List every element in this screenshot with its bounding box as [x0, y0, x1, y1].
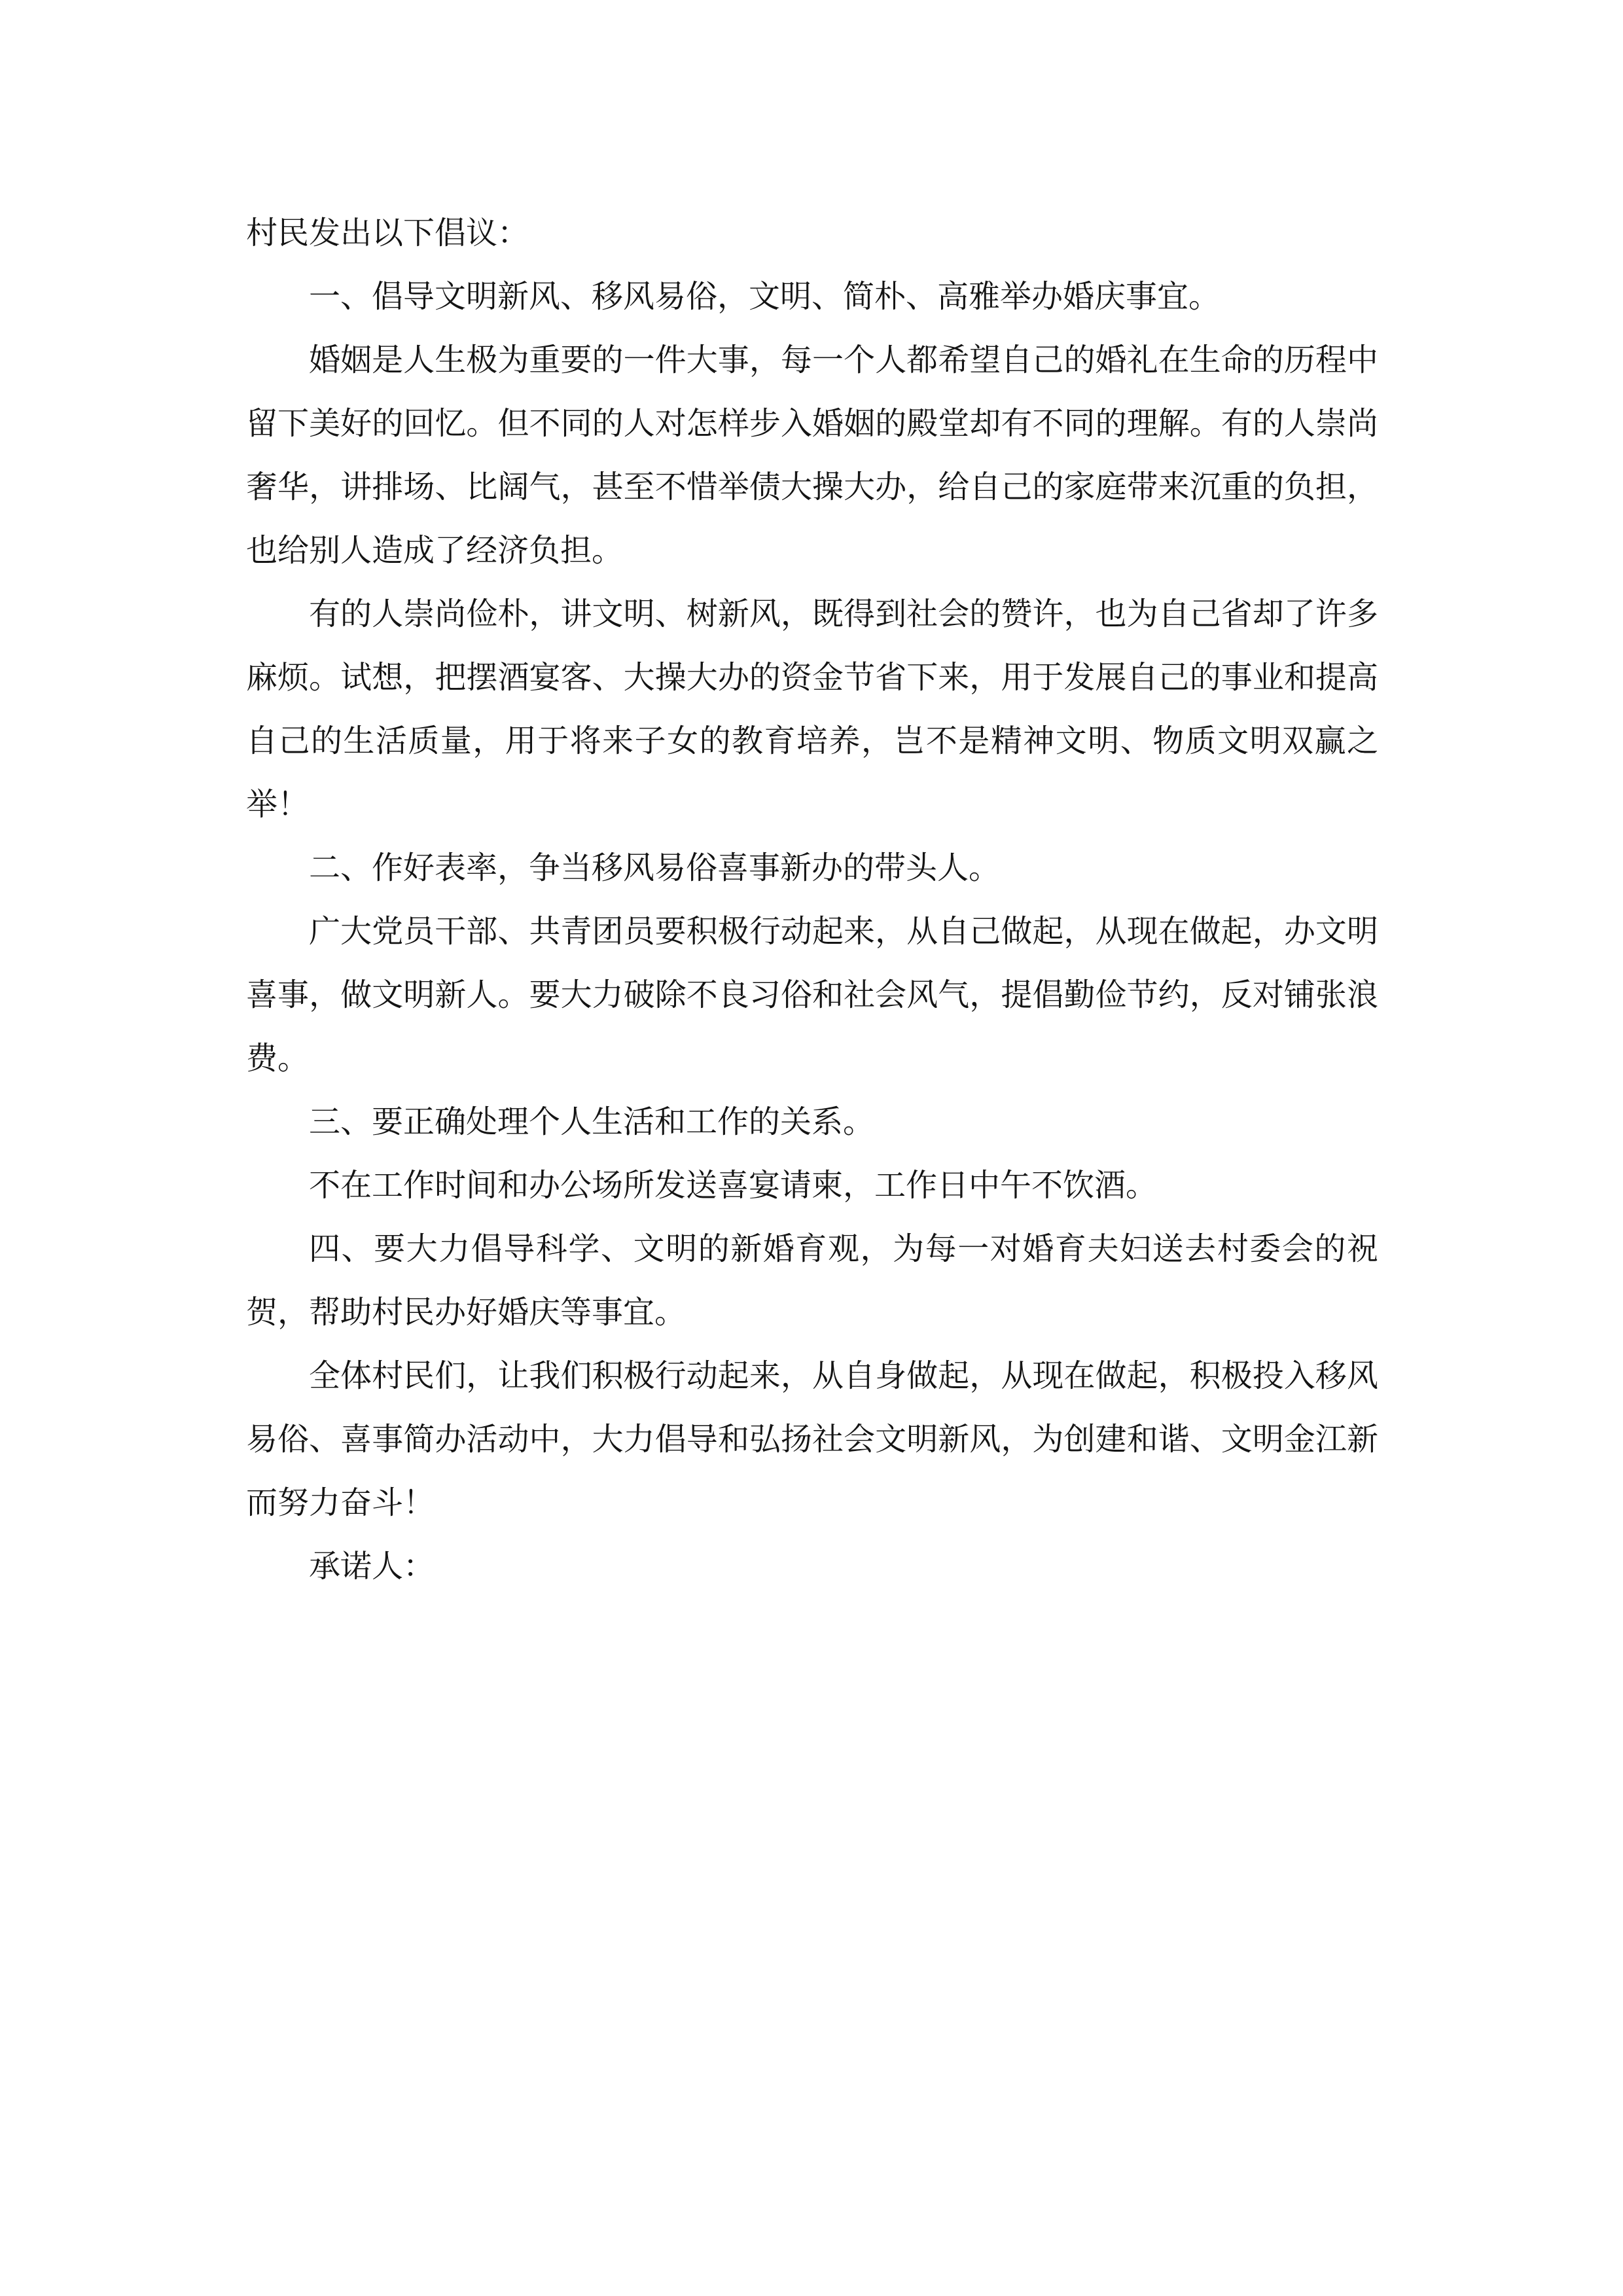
paragraph-call-to-action: 全体村民们，让我们积极行动起来，从自身做起，从现在做起，积极投入移风易俗、喜事简办活动中，大力倡导和弘扬社会文明新风，为创建和谐、文明金江新而努力奋斗！ [246, 1357, 1378, 1521]
paragraph-section-two-heading: 二、作好表率，争当移风易俗喜事新办的带头人。 [309, 850, 1001, 886]
paragraph-party-members: 广大党员干部、共青团员要积极行动起来，从自己做起，从现在做起，办文明喜事，做文明新人。要大力破除不良习俗和社会风气，提倡勤俭节约，反对铺张浪费。 [246, 913, 1378, 1077]
paragraph-section-four: 四、要大力倡导科学、文明的新婚育观，为每一对婚育夫妇送去村委会的祝贺，帮助村民办好婚庆等事宜。 [246, 1230, 1378, 1331]
paragraph-section-three-heading: 三、要正确处理个人生活和工作的关系。 [309, 1103, 875, 1140]
paragraph-section-one-heading: 一、倡导文明新风、移风易俗，文明、简朴、高雅举办婚庆事宜。 [309, 278, 1221, 315]
paragraph-frugality: 有的人崇尚俭朴，讲文明、树新风，既得到社会的赞许，也为自己省却了许多麻烦。试想，把摆酒宴客、大操大办的资金节省下来，用于发展自己的事业和提高自己的生活质量，用于将来子女的教育培养，岂不是精神文明、物质文明双赢之举！ [246, 596, 1378, 823]
paragraph-marriage: 婚姻是人生极为重要的一件大事，每一个人都希望自己的婚礼在生命的历程中留下美好的回忆。但不同的人对怎样步入婚姻的殿堂却有不同的理解。有的人崇尚奢华，讲排场、比阔气，甚至不惜举债大操大办，给自己的家庭带来沉重的负担，也给别人造成了经济负担。 [246, 342, 1378, 569]
paragraph-work-time: 不在工作时间和办公场所发送喜宴请柬，工作日中午不饮酒。 [309, 1167, 1158, 1204]
paragraph-intro: 村民发出以下倡议： [246, 215, 529, 251]
paragraph-signatory: 承诺人： [309, 1548, 435, 1585]
document-body [246, 202, 1378, 1598]
